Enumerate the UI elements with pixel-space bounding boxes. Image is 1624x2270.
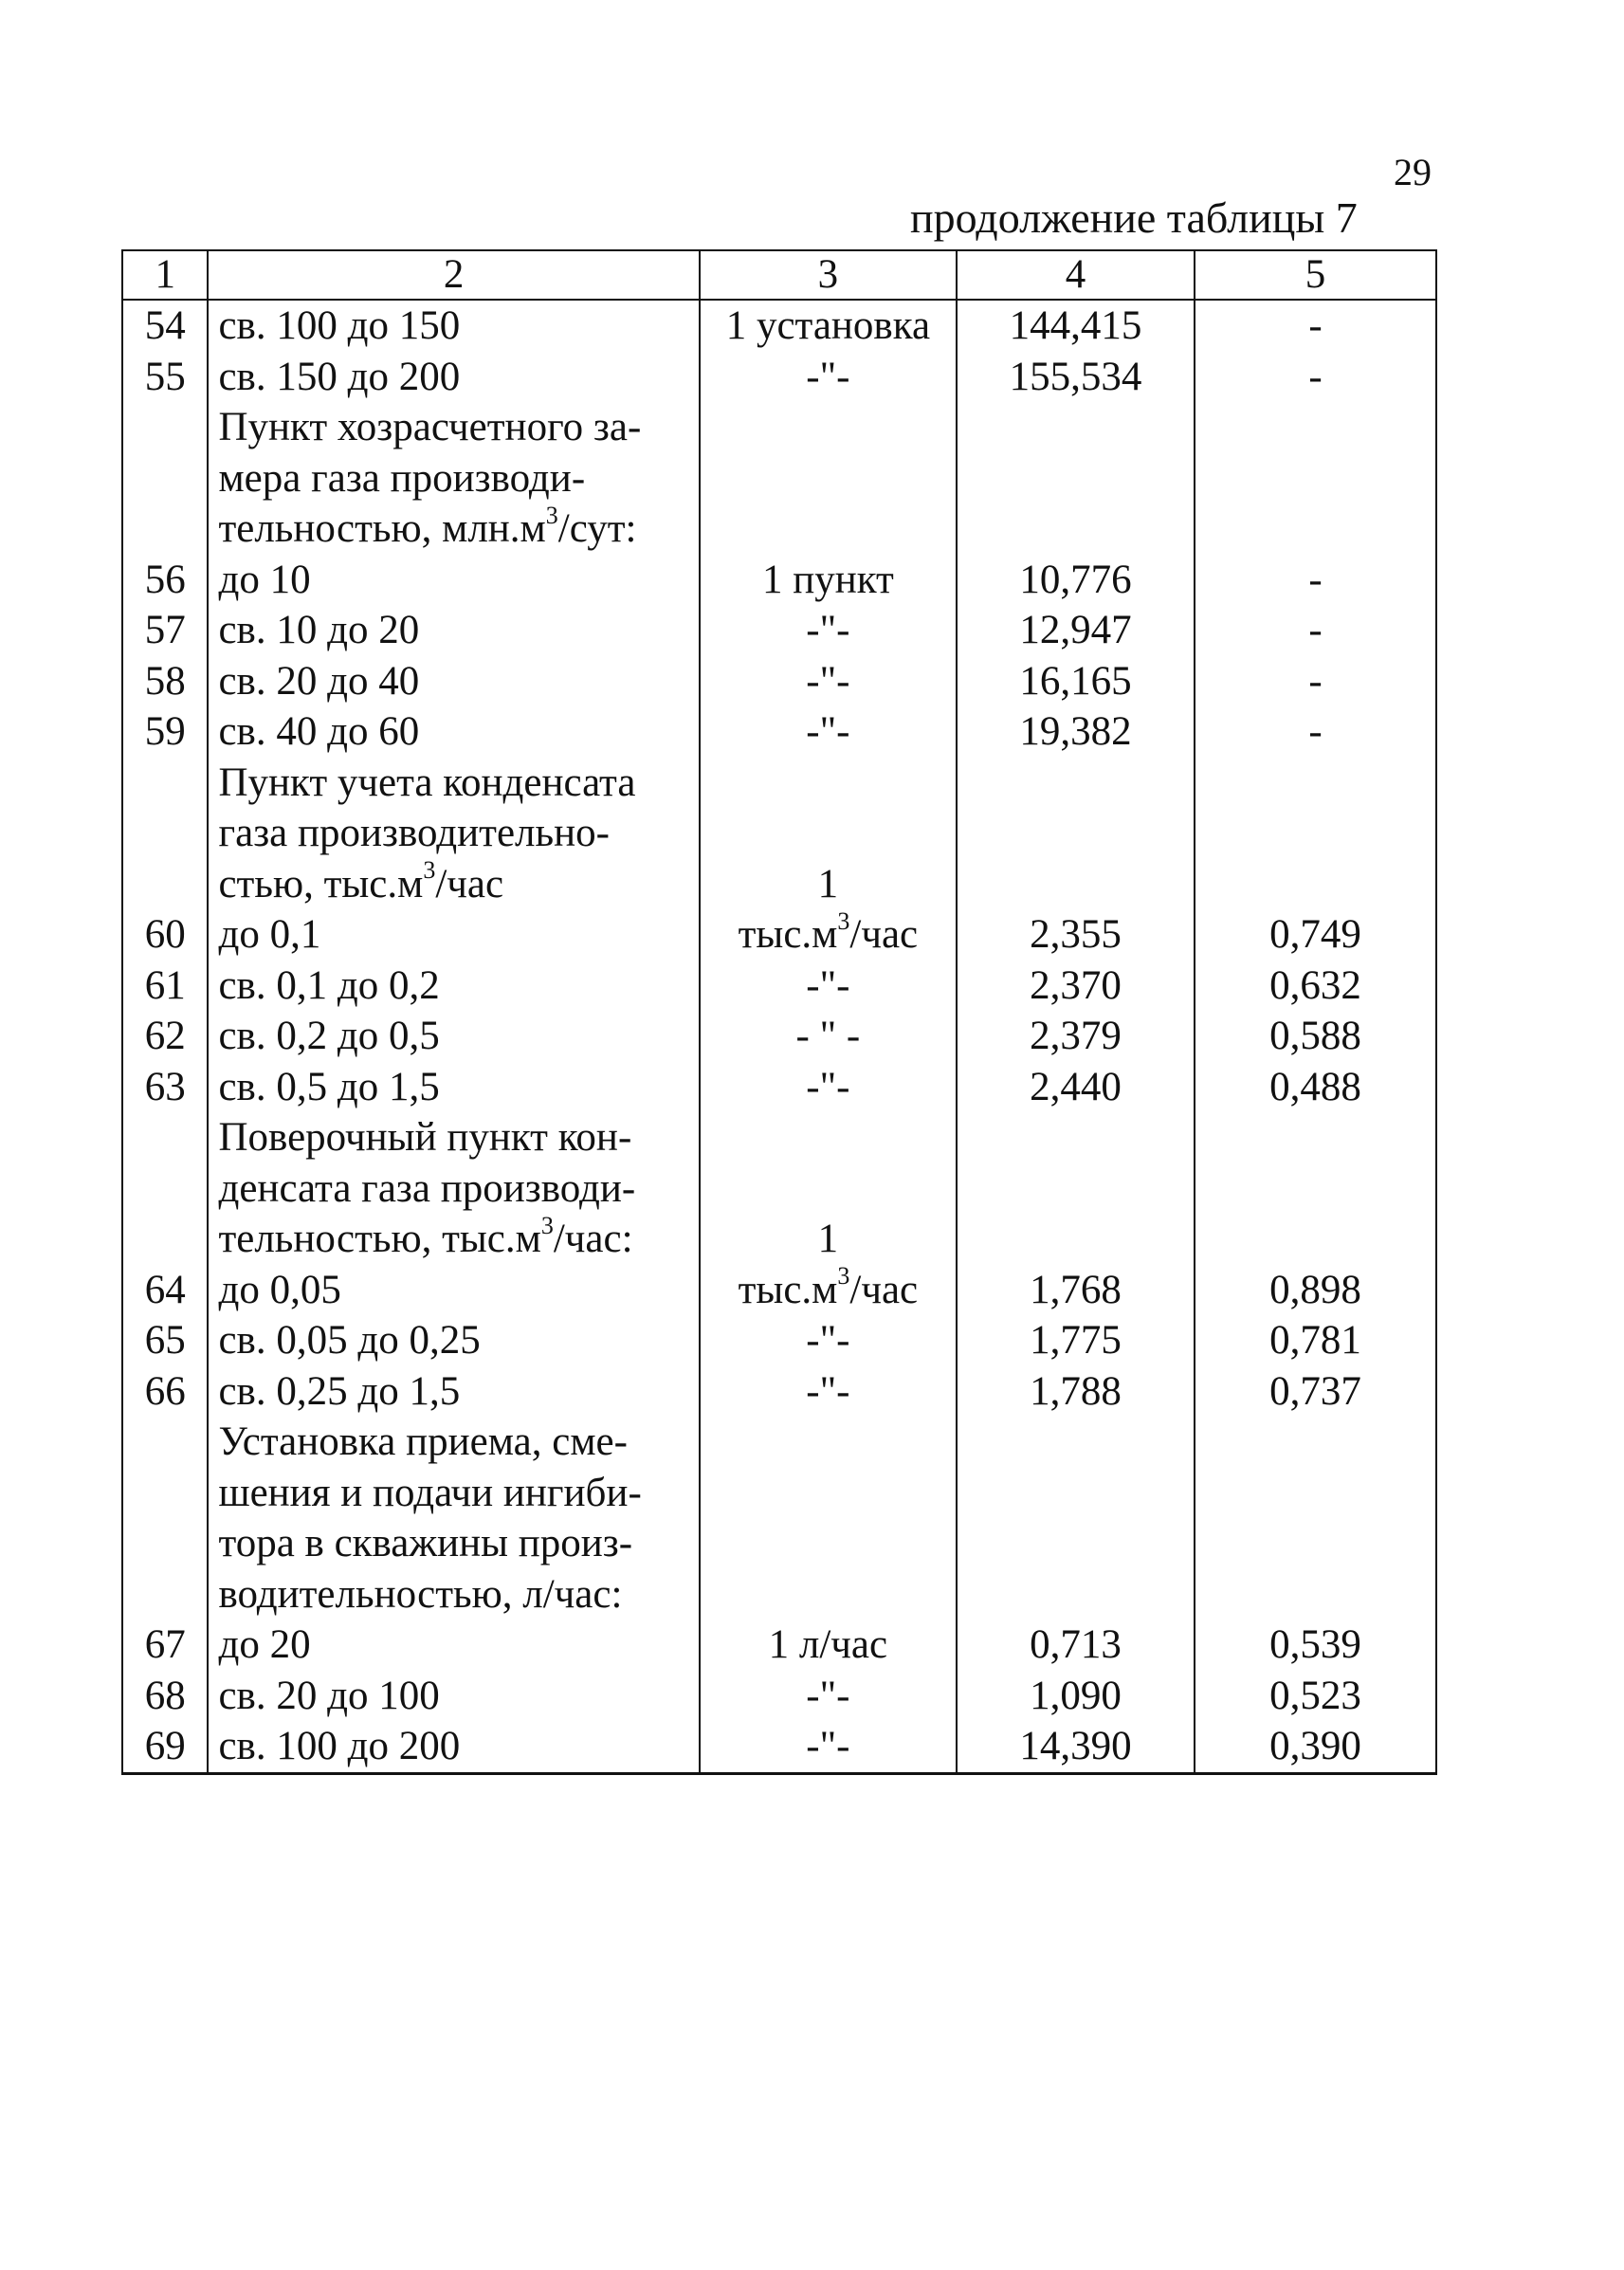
group-heading-cell bbox=[208, 402, 699, 555]
table-row bbox=[122, 605, 1436, 656]
name-cell: св. 20 до 40 bbox=[208, 656, 699, 707]
value-col5-cell: - bbox=[1195, 300, 1436, 352]
value-col4-cell: 14,390 bbox=[957, 1721, 1195, 1773]
group-heading-line: денсата газа производи- bbox=[218, 1165, 636, 1211]
row-number-cell: 62 bbox=[122, 1011, 208, 1062]
value-col5-cell bbox=[1195, 402, 1436, 555]
value-col4-cell: 12,947 bbox=[957, 605, 1195, 656]
table-row bbox=[122, 961, 1436, 1012]
group-heading-line: тора в скважины произ- bbox=[218, 1521, 633, 1565]
unit-cell: 1 bbox=[700, 1112, 957, 1265]
value-col5-cell: 0,632 bbox=[1195, 961, 1436, 1012]
value-col5-cell: 0,523 bbox=[1195, 1671, 1436, 1722]
value-col4-cell bbox=[957, 1417, 1195, 1620]
header-col-5: 5 bbox=[1195, 250, 1436, 300]
name-cell: св. 40 до 60 bbox=[208, 706, 699, 758]
group-heading-line: газа производительно- bbox=[218, 811, 610, 855]
group-heading-cell bbox=[208, 758, 699, 910]
table-row bbox=[122, 1366, 1436, 1418]
table-row bbox=[122, 656, 1436, 707]
value-col4-cell: 144,415 bbox=[957, 300, 1195, 352]
name-cell: св. 0,25 до 1,5 bbox=[208, 1366, 699, 1418]
table-caption: продолжение таблицы 7 bbox=[910, 193, 1358, 242]
table-row bbox=[122, 352, 1436, 403]
name-cell: св. 100 до 200 bbox=[208, 1721, 699, 1773]
unit-cell: -"- bbox=[700, 1315, 957, 1366]
unit-cell: 1 пункт bbox=[700, 555, 957, 606]
unit-cell: 1 л/час bbox=[700, 1620, 957, 1671]
unit-cell bbox=[700, 402, 957, 555]
value-col5-cell: - bbox=[1195, 656, 1436, 707]
row-number-cell: 65 bbox=[122, 1315, 208, 1366]
row-number-cell: 67 bbox=[122, 1620, 208, 1671]
table-header bbox=[122, 250, 1436, 300]
header-col-4: 4 bbox=[957, 250, 1195, 300]
unit-cell: $тыс.м^3$/час bbox=[700, 1265, 957, 1316]
value-col4-cell: 1,788 bbox=[957, 1366, 1195, 1418]
value-col5-cell: - bbox=[1195, 555, 1436, 606]
name-cell: до 0,1 bbox=[208, 909, 699, 961]
value-col5-cell: 0,588 bbox=[1195, 1011, 1436, 1062]
row-number-cell: 63 bbox=[122, 1062, 208, 1113]
table-row bbox=[122, 1620, 1436, 1671]
row-number-cell: 58 bbox=[122, 656, 208, 707]
group-heading-line: мера газа производи- bbox=[218, 455, 586, 501]
name-cell: св. 0,05 до 0,25 bbox=[208, 1315, 699, 1366]
group-heading-line: Установка приема, сме- bbox=[218, 1419, 628, 1464]
unit-cell: -"- bbox=[700, 1366, 957, 1418]
row-number-cell: 64 bbox=[122, 1265, 208, 1316]
group-heading-row bbox=[122, 1112, 1436, 1265]
value-col4-cell: 16,165 bbox=[957, 656, 1195, 707]
page-number: 29 bbox=[1394, 151, 1432, 193]
value-col4-cell: 2,370 bbox=[957, 961, 1195, 1012]
value-col4-cell: 2,355 bbox=[957, 909, 1195, 961]
row-number-cell: 66 bbox=[122, 1366, 208, 1418]
value-col5-cell: 0,539 bbox=[1195, 1620, 1436, 1671]
unit-cell: 1 bbox=[700, 758, 957, 910]
unit-cell: -"- bbox=[700, 1062, 957, 1113]
value-col4-cell bbox=[957, 758, 1195, 910]
header-col-1: 1 bbox=[122, 250, 208, 300]
group-heading-cell bbox=[208, 1417, 699, 1620]
group-heading-line: тельностью, $тыс.м^3$/час: bbox=[218, 1211, 633, 1261]
value-col5-cell: - bbox=[1195, 352, 1436, 403]
unit-cell: -"- bbox=[700, 605, 957, 656]
group-heading-line: Пункт учета конденсата bbox=[218, 760, 636, 805]
row-number-cell: 60 bbox=[122, 909, 208, 961]
unit-cell: -"- bbox=[700, 656, 957, 707]
value-col4-cell: 2,379 bbox=[957, 1011, 1195, 1062]
row-number-cell bbox=[122, 758, 208, 910]
group-heading-row bbox=[122, 1417, 1436, 1620]
name-cell: св. 0,2 до 0,5 bbox=[208, 1011, 699, 1062]
name-cell: до 10 bbox=[208, 555, 699, 606]
table-row bbox=[122, 1062, 1436, 1113]
value-col4-cell bbox=[957, 402, 1195, 555]
value-col4-cell: 2,440 bbox=[957, 1062, 1195, 1113]
table-row bbox=[122, 555, 1436, 606]
unit-cell: -"- bbox=[700, 961, 957, 1012]
group-heading-line: Поверочный пункт кон- bbox=[218, 1115, 632, 1160]
value-col5-cell bbox=[1195, 758, 1436, 910]
table-row bbox=[122, 1721, 1436, 1773]
unit-cell: - " - bbox=[700, 1011, 957, 1062]
value-col5-cell: 0,737 bbox=[1195, 1366, 1436, 1418]
name-cell: до 0,05 bbox=[208, 1265, 699, 1316]
value-col4-cell: 19,382 bbox=[957, 706, 1195, 758]
row-number-cell bbox=[122, 1112, 208, 1265]
value-col5-cell: 0,898 bbox=[1195, 1265, 1436, 1316]
value-col4-cell: 1,090 bbox=[957, 1671, 1195, 1722]
row-number-cell bbox=[122, 402, 208, 555]
name-cell: св. 0,1 до 0,2 bbox=[208, 961, 699, 1012]
row-number-cell: 56 bbox=[122, 555, 208, 606]
group-heading-line: тельностью, $млн.м^3$/сут: bbox=[218, 501, 637, 551]
value-col5-cell: 0,488 bbox=[1195, 1062, 1436, 1113]
unit-cell: -"- bbox=[700, 706, 957, 758]
value-col4-cell: 1,768 bbox=[957, 1265, 1195, 1316]
unit-cell: 1 установка bbox=[700, 300, 957, 352]
value-col4-cell: 0,713 bbox=[957, 1620, 1195, 1671]
name-cell: до 20 bbox=[208, 1620, 699, 1671]
value-col4-cell: 1,775 bbox=[957, 1315, 1195, 1366]
name-cell: св. 0,5 до 1,5 bbox=[208, 1062, 699, 1113]
row-number-cell: 69 bbox=[122, 1721, 208, 1773]
table-row bbox=[122, 706, 1436, 758]
row-number-cell: 57 bbox=[122, 605, 208, 656]
group-heading-line: шения и подачи ингиби- bbox=[218, 1470, 642, 1515]
name-cell: св. 20 до 100 bbox=[208, 1671, 699, 1722]
group-heading-line: Пункт хозрасчетного за- bbox=[218, 405, 642, 449]
table-row bbox=[122, 1011, 1436, 1062]
header-col-2: 2 bbox=[208, 250, 699, 300]
value-col5-cell: - bbox=[1195, 605, 1436, 656]
table-row bbox=[122, 300, 1436, 352]
value-col4-cell bbox=[957, 1112, 1195, 1265]
name-cell: св. 100 до 150 bbox=[208, 300, 699, 352]
unit-cell: $тыс.м^3$/час bbox=[700, 909, 957, 961]
group-heading-cell bbox=[208, 1112, 699, 1265]
value-col5-cell: 0,781 bbox=[1195, 1315, 1436, 1366]
data-table bbox=[121, 249, 1437, 1775]
value-col5-cell: 0,749 bbox=[1195, 909, 1436, 961]
group-heading-line: водительностью, л/час: bbox=[218, 1571, 623, 1617]
name-cell: св. 10 до 20 bbox=[208, 605, 699, 656]
row-number-cell: 68 bbox=[122, 1671, 208, 1722]
header-col-3: 3 bbox=[700, 250, 957, 300]
value-col5-cell: - bbox=[1195, 706, 1436, 758]
table-row bbox=[122, 1671, 1436, 1722]
table-row bbox=[122, 1315, 1436, 1366]
group-heading-row bbox=[122, 758, 1436, 910]
unit-cell: -"- bbox=[700, 1671, 957, 1722]
row-number-cell bbox=[122, 1417, 208, 1620]
table-row bbox=[122, 1265, 1436, 1316]
row-number-cell: 59 bbox=[122, 706, 208, 758]
value-col4-cell: 10,776 bbox=[957, 555, 1195, 606]
value-col4-cell: 155,534 bbox=[957, 352, 1195, 403]
unit-cell: -"- bbox=[700, 352, 957, 403]
row-number-cell: 54 bbox=[122, 300, 208, 352]
row-number-cell: 61 bbox=[122, 961, 208, 1012]
header-row bbox=[122, 250, 1436, 300]
unit-cell: -"- bbox=[700, 1721, 957, 1773]
name-cell: св. 150 до 200 bbox=[208, 352, 699, 403]
value-col5-cell bbox=[1195, 1112, 1436, 1265]
group-heading-line: стью, $тыс.м^3$/час bbox=[218, 856, 504, 906]
group-heading-row bbox=[122, 402, 1436, 555]
table-row bbox=[122, 909, 1436, 961]
row-number-cell: 55 bbox=[122, 352, 208, 403]
value-col5-cell bbox=[1195, 1417, 1436, 1620]
table-body bbox=[122, 300, 1436, 1773]
value-col5-cell: 0,390 bbox=[1195, 1721, 1436, 1773]
unit-cell bbox=[700, 1417, 957, 1620]
